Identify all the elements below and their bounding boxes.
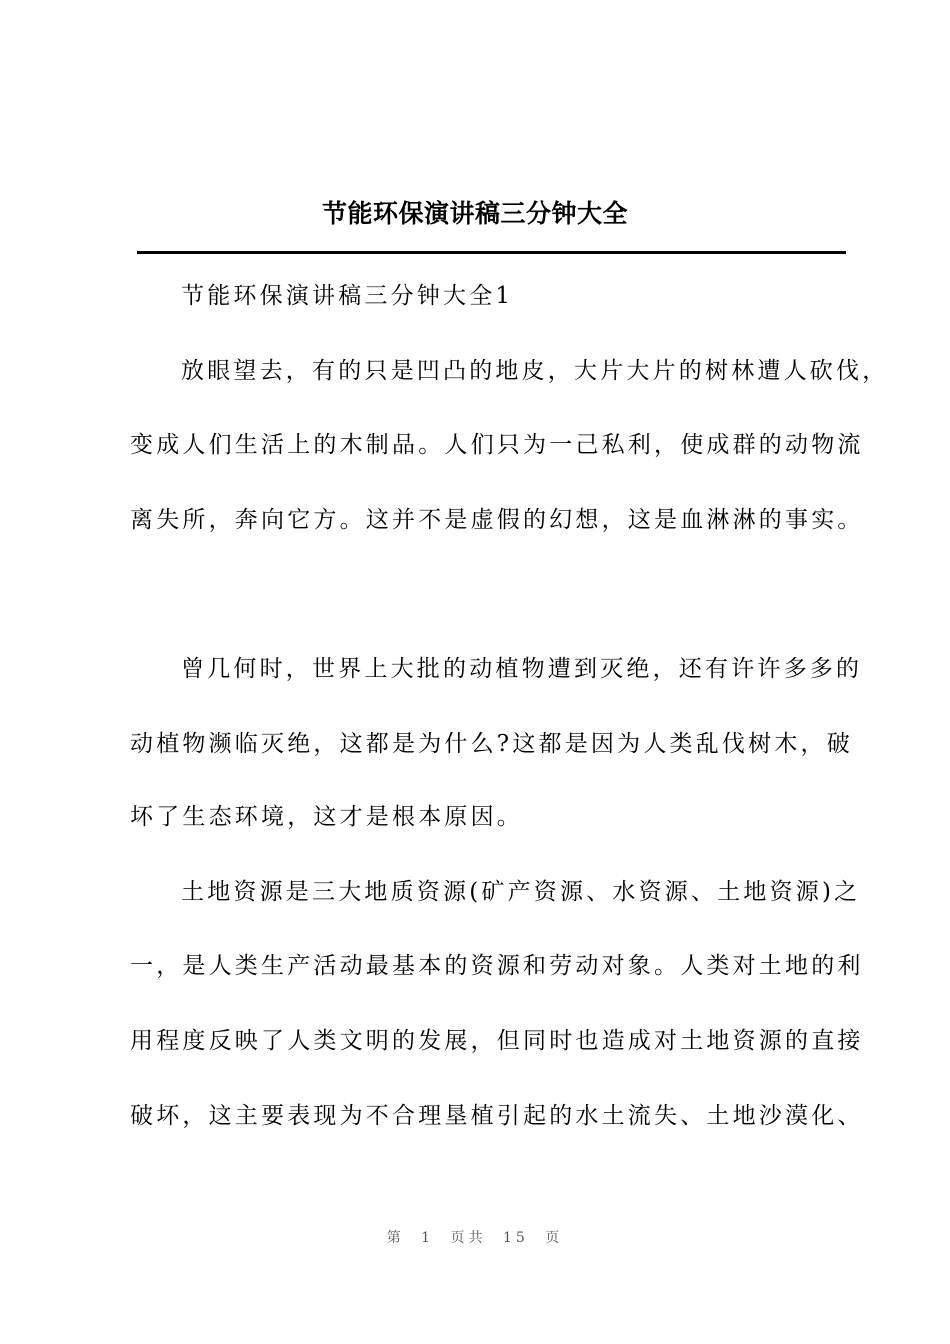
paragraph-line: 用程度反映了人类文明的发展，但同时也造成对土地资源的直接 bbox=[130, 1028, 864, 1054]
paragraph-line: 曾几何时，世界上大批的动植物遭到灭绝，还有许许多多的 bbox=[181, 656, 863, 682]
paragraph-line: 动植物濒临灭绝，这都是为什么?这都是因为人类乱伐树木，破 bbox=[130, 731, 853, 757]
paragraph-line: 一，是人类生产活动最基本的资源和劳动对象。人类对土地的利 bbox=[130, 953, 864, 979]
paragraph-line: 变成人们生活上的木制品。人们只为一己私利，使成群的动物流 bbox=[130, 432, 864, 458]
paragraph-line: 放眼望去，有的只是凹凸的地皮，大片大片的树林遭人砍伐， bbox=[181, 358, 889, 384]
paragraph-line: 破坏，这主要表现为不合理垦植引起的水土流失、土地沙漠化、 bbox=[130, 1103, 864, 1129]
paragraph-line: 坏了生态环境，这才是根本原因。 bbox=[130, 804, 523, 830]
paragraph-line: 土地资源是三大地质资源(矿产资源、水资源、土地资源)之 bbox=[181, 879, 861, 905]
page-number-footer: 第 1 页共 15 页 bbox=[386, 1230, 564, 1246]
document-title: 节能环保演讲稿三分钟大全 bbox=[321, 199, 628, 228]
title-divider bbox=[137, 251, 846, 254]
paragraph-line: 离失所，奔向它方。这并不是虚假的幻想，这是血淋淋的事实。 bbox=[130, 507, 864, 533]
section-heading: 节能环保演讲稿三分钟大全1 bbox=[181, 283, 514, 309]
